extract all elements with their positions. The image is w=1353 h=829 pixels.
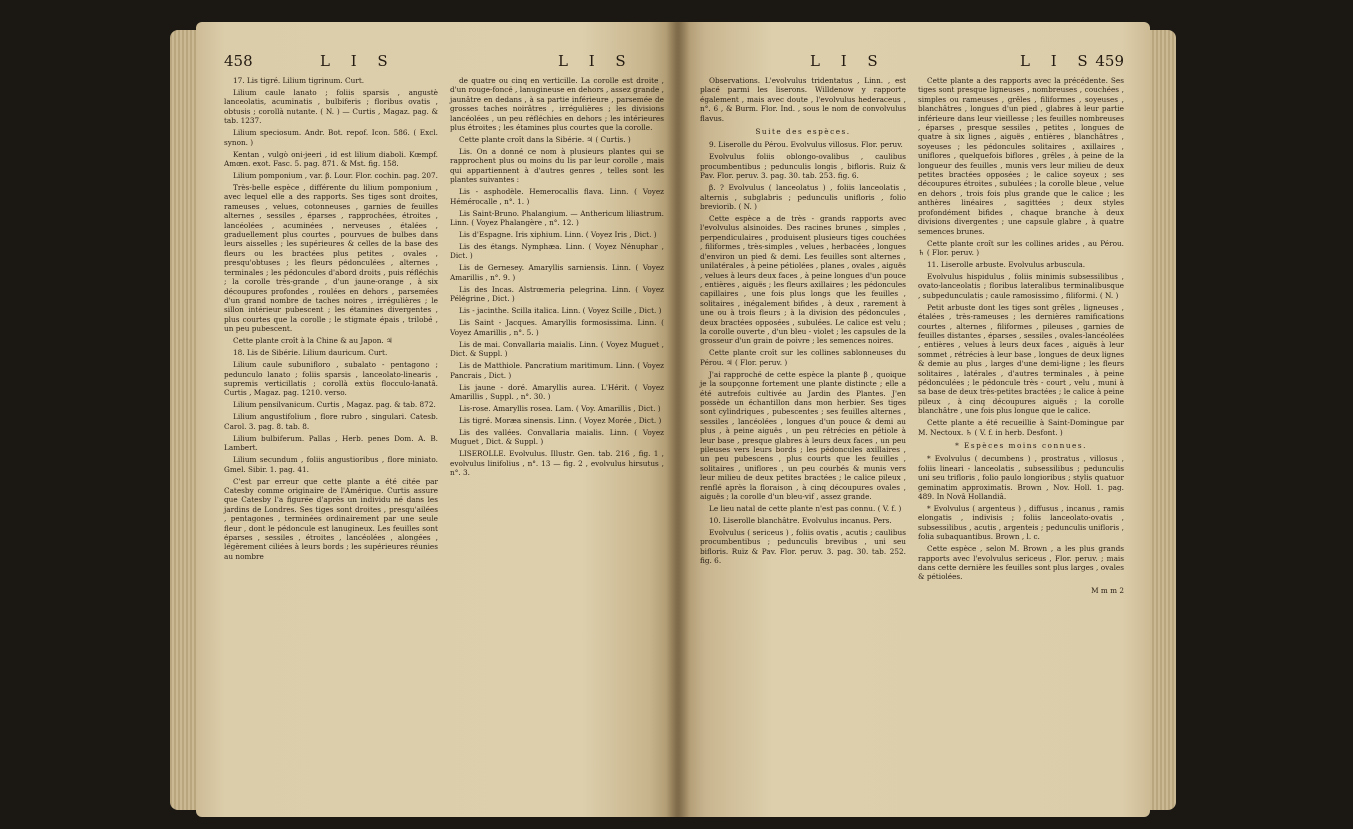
right-page-header: [700, 52, 1124, 74]
paragraph: Petit arbuste dont les tiges sont grêles , ligneuses , étalées , très-rameuses ; les dernières ramifications courtes , alternes , filiformes , pileuses , garnies de feuilles distantes , éparses , sessiles , ovales-lancéolées , entières , velues à leurs deux faces , aiguës à leur sommet , rétrécies à leur base , longues de deux lignes & demie au plus , larges d'une demi-ligne ; les fleurs solitaires , latérales , d'autres terminales , à peine pédonculées ; le pédoncule très - court , velu , muni à sa base de deux très-petites bractées ; le calice à peine pileux , à cinq découpures aiguës ; la corolle blanchâtre , une fois plus longue que le calice.: [918, 302, 1124, 416]
paragraph: Lis. On a donné ce nom à plusieurs plantes qui se rapprochent plus ou moins du lis par leur corolle , mais qui appartiennent à d'autres genres , telles sont les plantes suivantes :: [450, 147, 664, 185]
paragraph: J'ai rapproché de cette espèce la plante β , quoique je la soupçonne fortement une plante distincte ; elle a été autrefois cultivée au Jardin des Plantes. J'en possède un échantillon dans mon herbier. Ses tiges sont cylindriques , pubescentes ; ses feuilles alternes , sessiles , lancéolées , longues d'un pouce & demi au plus , à peine aiguës , un peu rétrécies en pétiole à leur base , presque glabres à leurs deux faces , un peu pileuses vers leurs bords ; les pédoncules axillaires , un peu pubescens , plus courts que les feuilles , solitaires , uniflores , un peu courbés & munis vers leur milieu de deux petites bractées ; le calice pileux , renflé après la floraison , à cinq découpures ovales , aiguës ; la corolle d'un bleu-vif , assez grande.: [700, 369, 906, 502]
paragraph: Lilium pomponium , var. β. Lour. Flor. cochin. pag. 207.: [233, 171, 438, 181]
book-gutter: [666, 22, 690, 817]
left-running-head-right: L I S: [558, 52, 634, 70]
paragraph: Lis - asphodèle. Hemerocallis flava. Linn. ( Voyez Hémérocalle , n°. 1. ): [450, 187, 664, 206]
paragraph: 10. Liserolle blanchâtre. Evolvulus incanus. Pers.: [709, 516, 892, 526]
paragraph: Très-belle espèce , différente du lilium pomponium , avec lequel elle a des rapports. Ses tiges sont droites, rameuses , velues, cotonneuses , garnies de feuilles alternes , sessiles , éparses , rapprochées, étroites , lancéolées , acuminées , nerveuses , étalées , graduellement plus courtes , pourvues de bulbes dans leurs aisselles ; les supérieures & celles de la base des fleurs ou les bractées plus petites , ovales , presqu'obtuses ; les fleurs pédonculées , alternes , terminales ; les pédoncules d'abord droits , puis réfléchis ; la corolle très-grande , d'un jaune-orange , à six découpures profondes , roulées en dehors , parsemées d'un grand nombre de taches noires , irrégulières ; le sillon intérieur pubescent ; les étamines divergentes , plus courtes que la corolle ; le stigmate épais , trilobé , un peu pubescent.: [224, 183, 438, 334]
right-running-head-right: L I S: [1020, 52, 1096, 70]
right-page-edges: [1150, 30, 1176, 810]
paragraph: Evolvulus foliis oblongo-ovalibus , caulibus procumbentibus ; pedunculis longis , bifloris. Ruiz & Pav. Flor. peruv. 3. pag. 30. tab. 253. fig. 6.: [700, 152, 906, 181]
paragraph: Cette plante croît dans la Sibérie. ♃ ( Curtis. ): [459, 135, 631, 145]
paragraph: Cette plante a été recueillie à Saint-Domingue par M. Nectoux. ♄ ( V. f. in herb. Desfont. ): [918, 418, 1124, 437]
paragraph: Evolvulus hispidulus , foliis minimis subsessilibus , ovato-lanceolatis ; floribus lateralibus terminalibusque , subpedunculatis ; caule ramosissimo , filiformi. ( N. ): [918, 271, 1124, 300]
paragraph: Lis de Matthiole. Pancratium maritimum. Linn. ( Voyez Pancrais , Dict. ): [450, 361, 664, 380]
paragraph: Observations. L'evolvulus tridentatus , Linn. , est placé parmi les liserons. Willdenow y rapporte également , mais avec doute , l'evolvulus hederaceus , n°. 6 , & Burm. Flor. Ind. , sous le nom de convolvulus flavus.: [700, 76, 906, 123]
paragraph: Le lieu natal de cette plante n'est pas connu. ( V. f. ): [709, 504, 902, 514]
paragraph: Lis de Gernesey. Amaryllis sarniensis. Linn. ( Voyez Amarillis , n°. 9. ): [450, 263, 664, 282]
paragraph: Kentan , vulgò oni-jeeri , id est lilium diaboli. Kœmpf. Amœn. exot. Fasc. 5. pag. 871. & Mst. fig. 158.: [224, 149, 438, 169]
paragraph: Lis d'Espagne. Iris xiphium. Linn. ( Voyez Iris , Dict. ): [459, 230, 657, 240]
paragraph: Lis Saint-Bruno. Phalangium. — Anthericum liliastrum. Linn. ( Voyez Phalangère , n°. 12. ): [450, 208, 664, 228]
paragraph: Lilium secundum , foliis angustioribus , flore miniato. Gmel. Sibir. 1. pag. 41.: [224, 455, 438, 474]
right-page: [678, 22, 1150, 817]
left-page-column-1: [224, 76, 438, 564]
paragraph: 9. Liserolle du Pérou. Evolvulus villosus. Flor. peruv.: [709, 140, 903, 150]
right-page-column-2: [918, 76, 1124, 598]
paragraph: Lis-rose. Amaryllis rosea. Lam. ( Voy. Amarillis , Dict. ): [459, 403, 661, 413]
paragraph: Lis - jacinthe. Scilla italica. Linn. ( Voyez Scille , Dict. ): [459, 306, 662, 316]
paragraph: * Evolvulus ( decumbens ) , prostratus , villosus , foliis lineari - lanceolatis , subsessilibus ; pedunculis uni seu trifloris , folio paulo longioribus ; stylis quatuor geminatim approximatis. Brown , Nov. Holl. 1. pag. 489. In Novâ Hollandiâ.: [918, 454, 1124, 502]
left-running-head-left: L I S: [320, 52, 396, 70]
printer-signature: M m m 2: [1091, 585, 1124, 595]
paragraph: Lis des vallées. Convallaria maialis. Linn. ( Voyez Muguet , Dict. & Suppl. ): [450, 427, 664, 447]
paragraph: Lilium pensilvanicum. Curtis , Magaz. pag. & tab. 872.: [233, 400, 436, 410]
paragraph: Cette plante a des rapports avec la précédente. Ses tiges sont presque ligneuses , nombreuses , couchées , simples ou rameuses , grêles , filiformes , soyeuses , blanchâtres , longues d'un pied , glabres à leur partie inférieure dans leur vieillesse ; les feuilles nombreuses , éparses , presque sessiles , petites , longues de quatre à six lignes , aiguës , entières , blanchâtres , soyeuses ; les pédoncules solitaires , axillaires , uniflores , quelquefois biflores , grêles , à peine de la longueur des feuilles , munis vers leur milieu de deux petites bractées opposées ; le calice soyeux ; ses découpures étroites , subulées ; la corolle bleue , velue en dehors , trois fois plus grande que le calice ; les anthères linéaires , sagittées ; deux styles profondément bifides , chaque branche à deux divisions divergentes ; une capsule glabre , à quatre semences brunes.: [918, 76, 1124, 236]
paragraph: Lilium angustifolium , flore rubro , singulari. Catesb. Carol. 3. pag. 8. tab. 8.: [224, 412, 438, 431]
paragraph: Lilium caule lanato ; foliis sparsis , angustè lanceolatis, acuminatis , bulbiferis ; floribus ovatis , obtusis ; corollà nutante. ( N. ) — Curtis , Magaz. pag. & tab. 1237.: [224, 88, 438, 126]
left-page-column-2: [450, 76, 664, 564]
paragraph: Cette espèce a de très - grands rapports avec l'evolvulus alsinoides. Des racines brunes , simples , perpendiculaires , produisent plusieurs tiges couchées , filiformes , très-simples , velues , herbacées , longues d'environ un pied & demi. Les feuilles sont alternes , unilatérales , à peine pétiolées , planes , ovales , aiguës , velues à leurs deux faces , à peine longues d'un pouce , entières , aiguës ; les fleurs axillaires ; les pédoncules capillaires , une fois plus longs que les feuilles , solitaires , inégalement bifides , à deux , rarement à une ou à trois fleurs ; à la division des pédoncules , deux bractées opposées , subulées. Le calice est velu ; la corolle ouverte , d'un bleu - violet ; les capsules de la grosseur d'un grain de poivre ; les semences noires.: [700, 214, 906, 346]
section-heading: Suite des espèces.: [755, 127, 851, 137]
paragraph: LISEROLLE. Evolvulus. Illustr. Gen. tab. 216 , fig. 1 , evolvulus linifolius , n°. 13 — fig. 2 , evolvulus hirsutus , n°. 3.: [450, 449, 664, 478]
paragraph: Lis jaune - doré. Amaryllis aurea. L'Hérit. ( Voyez Amarillis , Suppl. , n°. 30. ): [450, 382, 664, 401]
paragraph: β. ? Evolvulus ( lanceolatus ) , foliis lanceolatis , alternis , subglabris ; pedunculis unifloris , folio breviorib. ( N. ): [700, 183, 906, 212]
left-page-header: [224, 52, 664, 74]
paragraph: Cette espèce , selon M. Brown , a les plus grands rapports avec l'evolvulus sericeus , Flor. peruv. ; mais dans cette dernière les feuilles sont plus larges , ovales & pétiolées.: [918, 544, 1124, 582]
paragraph: Lilium caule subunifloro , subalato - pentagono ; pedunculo lanato ; foliis sparsis , lanceolato-linearis , supremis verticillatis ; corollà extùs flocculo-lanatâ. Curtis , Magaz. pag. 1210. verso.: [224, 360, 438, 398]
left-page: [196, 22, 678, 817]
left-page-edges: [170, 30, 198, 810]
paragraph: 11. Liserolle arbuste. Evolvulus arbuscula.: [927, 259, 1086, 269]
paragraph: Evolvulus ( sericeus ) , foliis ovatis , acutis ; caulibus procumbentibus ; pedunculis brevibus , uni seu bifloris. Ruiz & Pav. Flor. peruv. 3. pag. 30. tab. 252. fig. 6.: [700, 528, 906, 566]
left-page-number: 458: [224, 52, 253, 70]
paragraph: Lis Saint - Jacques. Amaryllis formosissima. Linn. ( Voyez Amarillis , n°. 5. ): [450, 318, 664, 337]
paragraph: Lis de mai. Convallaria maialis. Linn. ( Voyez Muguet , Dict. & Suppl. ): [450, 339, 664, 359]
paragraph: Lis des étangs. Nymphæa. Linn. ( Voyez Nénuphar , Dict. ): [450, 242, 664, 261]
paragraph: Cette plante croît sur les collines arides , au Pérou. ♄ ( Flor. peruv. ): [918, 238, 1124, 257]
paragraph: Lis tigré. Moræa sinensis. Linn. ( Voyez Morée , Dict. ): [459, 415, 662, 425]
paragraph: C'est par erreur que cette plante a été citée par Catesby comme originaire de l'Amérique. Curtis assure que Catesby l'a figurée d'après un individu né dans les jardins de Londres. Ses tiges sont droites , presqu'ailées , pentagones , terminées ordinairement par une seule fleur , dont le pédoncule est lanugineux. Les feuilles sont éparses , sessiles , étroites , lancéolées , alongées , légèrement ciliées à leurs bords ; les supérieures réunies au nombre: [224, 476, 438, 561]
paragraph: Cette plante croît sur les collines sablonneuses du Pérou. ♃ ( Flor. peruv. ): [700, 348, 906, 367]
paragraph: 18. Lis de Sibérie. Lilium dauricum. Curt.: [233, 348, 388, 358]
right-page-number: 459: [1095, 52, 1124, 70]
paragraph: * Evolvulus ( argenteus ) , diffusus , incanus , ramis elongatis , indivisis ; foliis lanceolato-ovatis , subsessilibus , acutis , argenteis ; pedunculis unifloris , folia subaquantibus. Brown , l. c.: [918, 504, 1124, 542]
paragraph: Cette plante croît à la Chine & au Japon. ♃: [233, 336, 393, 346]
paragraph: 17. Lis tigré. Lilium tigrinum. Curt.: [233, 76, 365, 85]
paragraph: Lilium bulbiferum. Pallas , Herb. penes Dom. A. B. Lambert.: [224, 433, 438, 453]
section-heading: * Espèces moins connues.: [955, 441, 1087, 450]
paragraph: Lis des Incas. Alstrœmeria pelegrina. Linn. ( Voyez Pélégrine , Dict. ): [450, 284, 664, 304]
right-running-head-left: L I S: [810, 52, 886, 70]
paragraph: de quatre ou cinq en verticille. La corolle est droite , d'un rouge-foncé , lanugineuse en dehors , assez grande , jaunâtre en dedans , à sa partie inférieure , parsemée de grosses taches noirâtres , irrégulières ; les divisions lancéolées , un peu réfléchies en dehors ; les intérieures plus étroites ; les étamines plus courtes que la corolle.: [450, 76, 664, 133]
paragraph: Lilium speciosum. Andr. Bot. repof. Icon. 586. ( Excl. synon. ): [224, 128, 438, 147]
right-page-column-1: [700, 76, 906, 598]
